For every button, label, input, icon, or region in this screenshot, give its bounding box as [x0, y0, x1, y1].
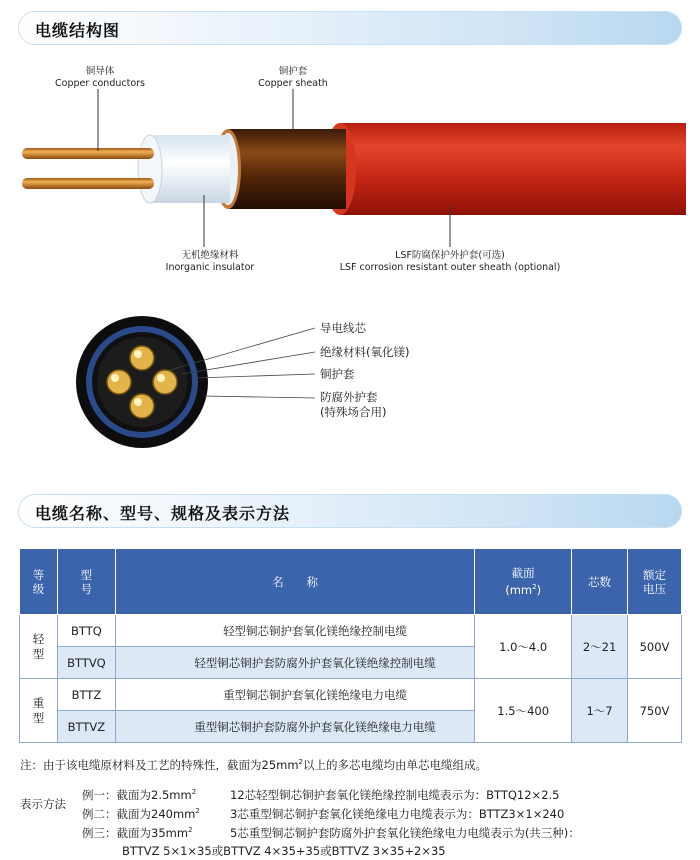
core-bottom: [130, 394, 154, 418]
cs-label-insulation: 绝缘材料(氧化镁): [320, 345, 410, 359]
table-row: [20, 615, 682, 647]
cs-label-outer-2: (特殊场合用): [320, 405, 387, 419]
label-copper-conductor-cn: 铜导体: [85, 66, 115, 77]
cell-section: 1.5～400: [475, 679, 572, 743]
example-last-line: BTTVZ 5×1×35或BTTVZ 4×35+35或BTTVZ 3×35+2×35: [122, 844, 446, 858]
conductor-bottom: [22, 178, 154, 189]
cell-name: 重型铜芯铜护套防腐外护套氧化镁绝缘电力电缆: [115, 711, 474, 743]
cell-name: 轻型铜芯铜护套防腐外护套氧化镁绝缘控制电缆: [115, 647, 474, 679]
core-top: [130, 346, 154, 370]
cell-voltage: 750V: [628, 679, 682, 743]
footnote: 注：由于该电缆原材料及工艺的特殊性，截面为$25mm^2$以上的多芯电缆均由单芯电缆组成。: [20, 758, 488, 772]
label-outer-sheath-cn: LSF防腐保护外护套(可选): [395, 250, 505, 261]
cell-voltage: 500V: [628, 615, 682, 679]
cs-label-outer-1: 防腐外护套: [320, 390, 378, 404]
section-header-structure: [18, 11, 682, 45]
label-insulator-en: Inorganic insulator: [165, 262, 255, 273]
core-right: [153, 370, 177, 394]
header-cores: 芯数: [572, 549, 628, 615]
example-text: 12芯轻型铜芯铜护套氧化镁绝缘控制电缆表示为：BTTQ12×2.5: [230, 788, 560, 802]
cable-illustration: [0, 55, 700, 290]
section-title: 电缆名称、型号、规格及表示方法: [35, 504, 291, 523]
spec-table: [19, 548, 682, 743]
label-copper-conductor-en: Copper conductors: [55, 78, 145, 89]
cell-model: BTTVZ: [57, 711, 115, 743]
cell-grade: 轻 型: [20, 615, 58, 679]
conductor-top: [22, 148, 154, 159]
cell-grade: 重 型: [20, 679, 58, 743]
cell-cores: 1～7: [572, 679, 628, 743]
cs-label-conductor: 导电线芯: [320, 321, 366, 335]
cs-label-sheath: 铜护套: [320, 367, 355, 381]
core-left: [107, 370, 131, 394]
label-insulator-cn: 无机绝缘材料: [181, 250, 239, 261]
header-grade: 等 级: [20, 549, 58, 615]
example-label: 例三：截面为$35mm^2$: [82, 826, 193, 840]
header-voltage: 额定 电压: [628, 549, 682, 615]
copper-sheath: [228, 129, 346, 209]
cell-cores: 2～21: [572, 615, 628, 679]
table-row: [20, 679, 682, 711]
label-outer-sheath-en: LSF corrosion resistant outer sheath (optional): [339, 262, 561, 273]
cell-name: 轻型铜芯铜护套氧化镁绝缘控制电缆: [115, 615, 474, 647]
section-header-spec: [18, 494, 682, 528]
cell-model: BTTQ: [57, 615, 115, 647]
header-name: 名 称: [115, 549, 474, 615]
examples-heading: 表示方法: [20, 797, 66, 811]
example-text: 5芯重型铜芯铜护套防腐外护套氧化镁绝缘电力电缆表示为(共三种)：: [230, 826, 580, 840]
example-label: 例一：截面为$2.5mm^2$: [82, 788, 197, 802]
header-model: 型 号: [57, 549, 115, 615]
cell-model: BTTVQ: [57, 647, 115, 679]
example-label: 例二：截面为$240mm^2$: [82, 807, 200, 821]
table-header-row: [20, 549, 682, 615]
cross-section-diagram: [70, 312, 330, 452]
label-copper-sheath-en: Copper sheath: [258, 78, 328, 89]
cell-section: 1.0～4.0: [475, 615, 572, 679]
section-title: 电缆结构图: [35, 21, 121, 40]
header-section: 截面 $(mm^2)$: [475, 549, 572, 615]
cell-name: 重型铜芯铜护套氧化镁绝缘电力电缆: [115, 679, 474, 711]
example-text: 3芯重型铜芯铜护套氧化镁绝缘电力电缆表示为：BTTZ3×1×240: [230, 807, 565, 821]
label-copper-sheath-cn: 铜护套: [278, 66, 308, 77]
outer-sheath: [340, 123, 686, 215]
cell-model: BTTZ: [57, 679, 115, 711]
